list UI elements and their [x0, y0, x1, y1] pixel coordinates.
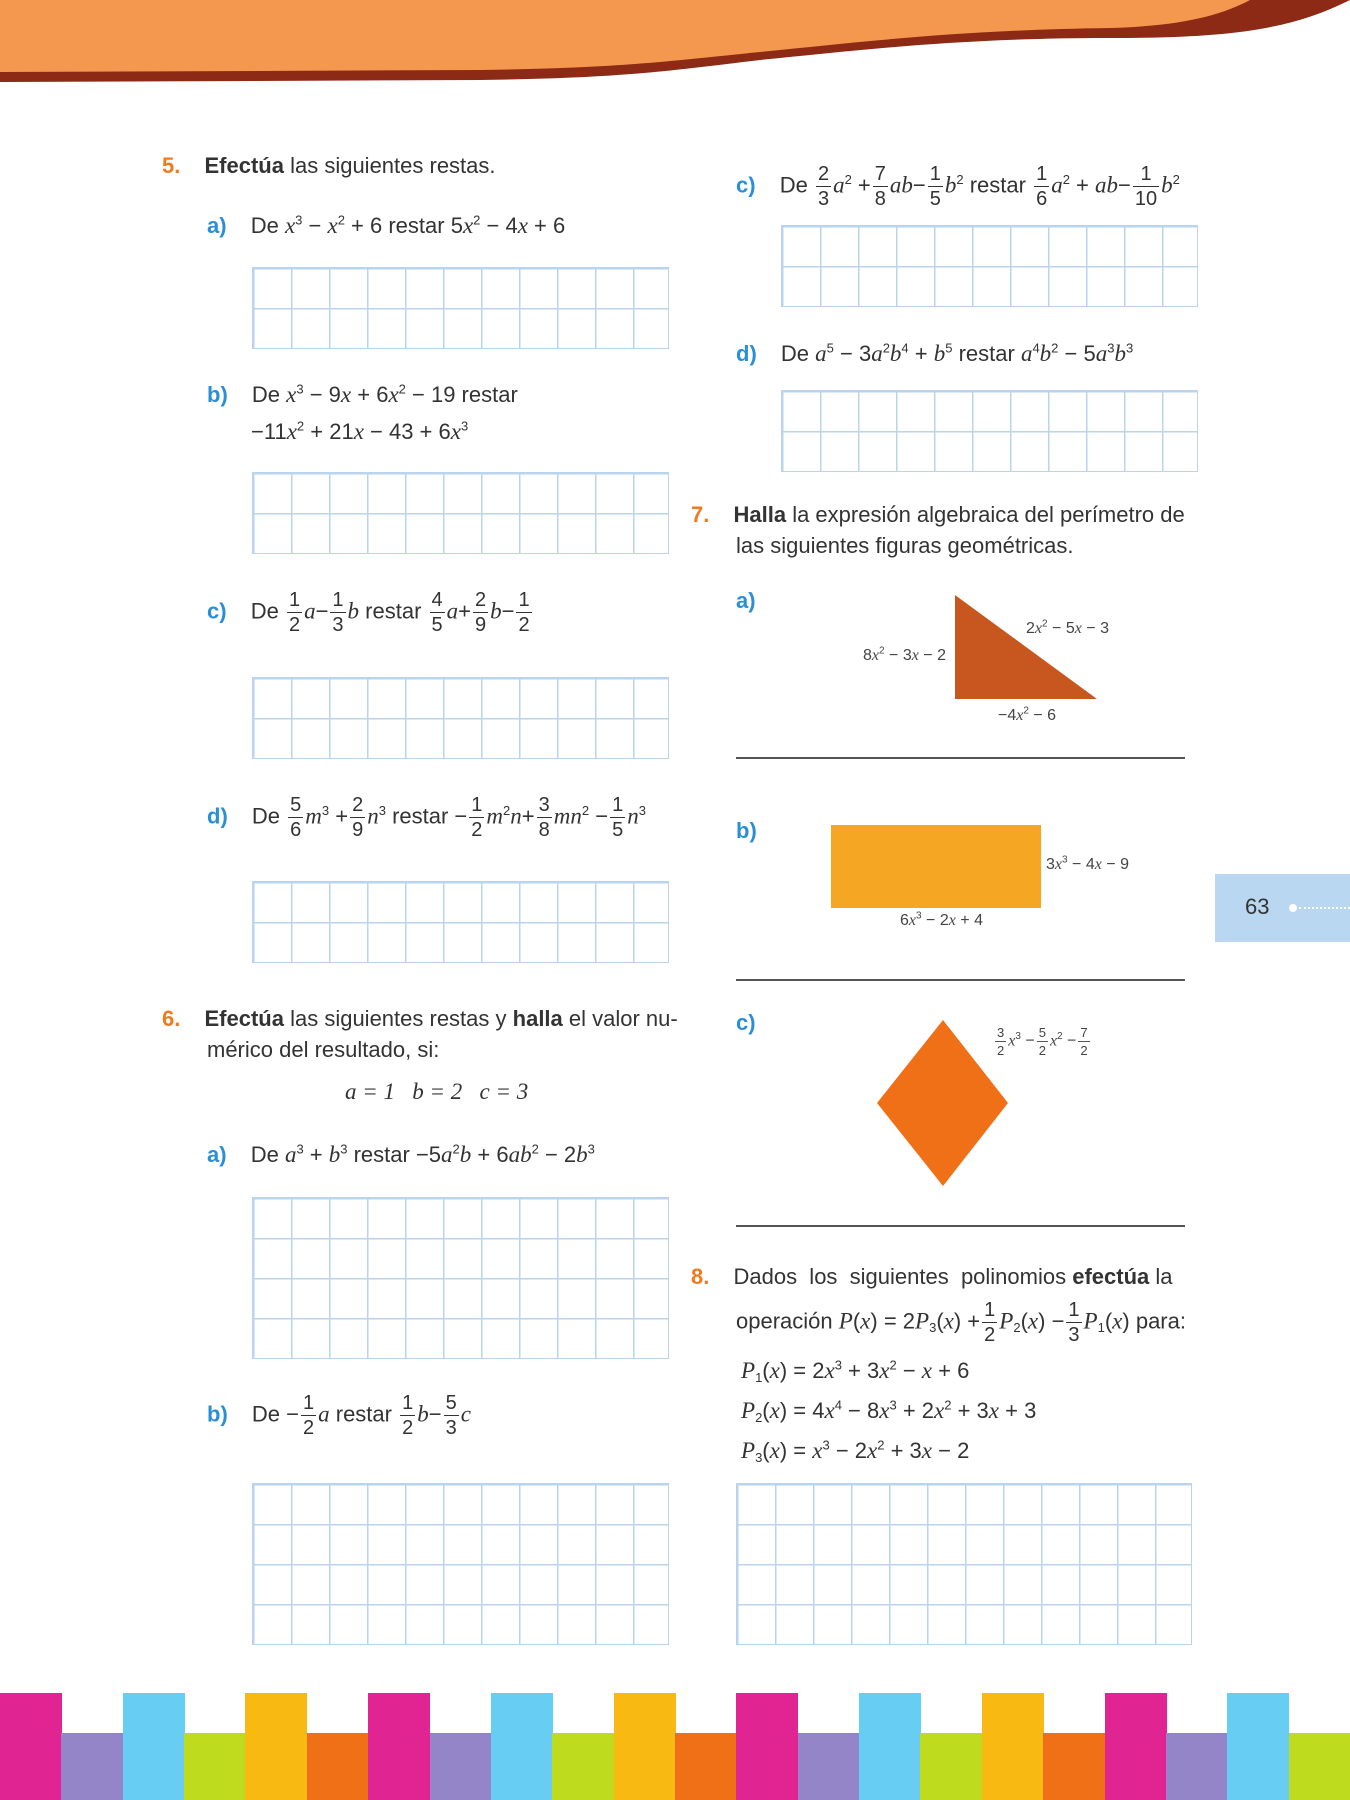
bottom-stripe-decoration: [0, 1693, 1350, 1800]
stripe-block: [982, 1693, 1044, 1800]
instruction-text: Dados los siguientes polinomios: [733, 1264, 1073, 1289]
page-number: 63: [1245, 894, 1270, 919]
de-text: De: [250, 598, 285, 624]
answer-grid[interactable]: [781, 390, 1198, 472]
stripe-block: [1227, 1693, 1289, 1800]
stripe-block: [552, 1733, 614, 1800]
item-letter: c): [736, 1010, 756, 1035]
stripe-block: [614, 1693, 676, 1800]
exercise-7-heading: [691, 501, 1185, 529]
exercise-5d: d) De $\frac{5}{6}$ $m^3$ + $\frac{2}{9}$ $n^3$ restar − $\frac{1}{2}$ $m^2n+$ $\frac{3}{8}$ $mn^2$ − $\frac{1}{5}$ $n^3$: [207, 794, 646, 841]
exercise-8-heading: [691, 1263, 1173, 1291]
restar-text: restar: [347, 1142, 416, 1167]
stripe-block: [123, 1693, 185, 1800]
item-letter: c): [736, 172, 756, 198]
instruction-verb: efectúa: [1072, 1264, 1150, 1289]
answer-grid[interactable]: [252, 881, 669, 963]
item-letter: d): [736, 341, 757, 366]
de-text: De: [251, 803, 287, 829]
instruction-verb: Efectúa: [204, 1006, 284, 1031]
rhombus-figure: [877, 1020, 1009, 1186]
stripe-block: [368, 1693, 430, 1800]
answer-line[interactable]: [736, 979, 1185, 981]
item-letter: a): [736, 588, 756, 613]
instruction-verb: halla: [512, 1006, 563, 1031]
answer-grid[interactable]: [252, 1483, 669, 1645]
exercise-6a: a) De $a^3 + b^3$ restar $-5a^2b + 6ab^2 - 2b^3$: [207, 1141, 595, 1167]
answer-grid[interactable]: [252, 472, 669, 554]
stripe-block: [920, 1733, 982, 1800]
triangle-side-left: $8x^2 - 3x - 2$: [863, 645, 946, 664]
de-text: De: [250, 1142, 285, 1167]
stripe-block: [859, 1693, 921, 1800]
stripe-block: [491, 1693, 553, 1800]
para-text: para:: [1129, 1308, 1186, 1334]
dot-icon: [1289, 904, 1297, 912]
restar-text: restar: [952, 341, 1021, 366]
de-text: De: [251, 382, 287, 407]
stripe-block: [1043, 1733, 1105, 1800]
answer-grid[interactable]: [736, 1483, 1192, 1645]
stripe-block: [1105, 1693, 1167, 1800]
restar-text: restar: [382, 213, 451, 238]
answer-grid[interactable]: [252, 267, 669, 349]
operation-label: operación: [736, 1308, 833, 1334]
exercise-7-line2: las siguientes figuras geométricas.: [736, 533, 1074, 558]
de-text: De: [780, 341, 816, 366]
variable-values: a = 1 b = 2 c = 3: [345, 1079, 529, 1104]
triangle-base: $-4x^2 - 6$: [998, 705, 1057, 724]
item-letter: d): [207, 803, 228, 829]
exercise-number: 7.: [691, 502, 710, 527]
item-letter: b): [736, 818, 757, 843]
exercise-5b-line2: $-11x^2 + 21x - 43 + 6x^3$: [251, 418, 469, 444]
item-letter: a): [207, 213, 227, 238]
exercise-5c-right: c) De $\frac{2}{3}$ $a^2$ + $\frac{7}{8}$ ab− $\frac{1}{5}$ $b^2$ restar $\frac{1}{6}$ $a^2 + ab-$ $\frac{1}{10}$ $b^2$: [736, 163, 1180, 210]
exercise-5c: c) De $\frac{1}{2}$ a− $\frac{1}{3}$ b restar $\frac{4}{5}$ a+ $\frac{2}{9}$ b− $\frac{1}{2}$: [207, 589, 530, 636]
item-letter: b): [207, 382, 228, 407]
restar-text: restar: [329, 1401, 399, 1427]
de-text: De: [779, 172, 814, 198]
instruction-verb: Efectúa: [204, 153, 284, 178]
instruction-text: la expresión algebraica del perímetro de: [786, 502, 1185, 527]
polynomial-p2: $P_2(x) = 4x^4 - 8x^3 + 2x^2 + 3x + 3$: [741, 1397, 1037, 1425]
polynomial-p1: $P_1(x) = 2x^3 + 3x^2 - x + 6$: [741, 1357, 970, 1385]
triangle-hypotenuse: $2x^2 - 5x - 3$: [1026, 618, 1109, 637]
answer-line[interactable]: [736, 1225, 1185, 1227]
instruction-text: las siguientes restas y: [283, 1006, 513, 1031]
restar-text: restar: [359, 598, 428, 624]
item-letter: c): [207, 598, 227, 624]
answer-line[interactable]: [736, 757, 1185, 759]
page-number-tab: [1215, 874, 1350, 942]
dotted-leader: [1299, 907, 1350, 909]
exercise-5-heading: [162, 152, 496, 180]
rhombus-side: $\frac{3}{2}$ $x^3$ − $\frac{5}{2}$ $x^2$ − $\frac{7}{2}$: [997, 1025, 1088, 1058]
rectangle-width: $6x^3 - 2x + 4$: [900, 910, 983, 929]
operation-line: operación $P(x) = 2P_3(x)$ + $\frac{1}{2}$ $P_2(x)$ − $\frac{1}{3}$ $P_1(x)$ para:: [736, 1299, 1186, 1346]
restar-text: restar: [963, 172, 1033, 198]
stripe-block: [736, 1693, 798, 1800]
polynomial-p3: $P_3(x) = x^3 - 2x^2 + 3x - 2$: [741, 1437, 970, 1465]
stripe-block: [307, 1733, 369, 1800]
stripe-block: [184, 1733, 246, 1800]
instruction-text: la: [1149, 1264, 1173, 1289]
exercise-5b: b) De $x^3 - 9x + 6x^2 - 19$ restar: [207, 381, 518, 407]
exercise-number: 5.: [162, 153, 181, 178]
instruction-text: las siguientes restas.: [283, 153, 496, 178]
exercise-5d-right: d) De $a^5 - 3a^2b^4 + b^5$ restar $a^4b^2 - 5a^3b^3$: [736, 340, 1134, 366]
stripe-block: [798, 1733, 860, 1800]
exercise-6-heading: [162, 1005, 678, 1033]
instruction-text: el valor nu-: [562, 1006, 678, 1031]
rectangle-height: $3x^3 - 4x - 9$: [1046, 854, 1129, 873]
stripe-block: [430, 1733, 492, 1800]
restar-text: restar: [455, 382, 518, 407]
de-text: De: [250, 213, 285, 238]
exercise-5a: a) De $x^3 - x^2 + 6$ restar $5x^2 - 4x + 6$: [207, 212, 566, 238]
stripe-block: [245, 1693, 307, 1800]
answer-grid[interactable]: [781, 225, 1198, 307]
rectangle-figure: [831, 825, 1041, 908]
right-triangle-figure: [955, 595, 1100, 701]
header-wave: [0, 0, 1350, 100]
de-text: De: [251, 1401, 287, 1427]
answer-grid[interactable]: [252, 677, 669, 759]
stripe-block: [0, 1693, 62, 1800]
item-letter: a): [207, 1142, 227, 1167]
stripe-block: [1289, 1733, 1350, 1800]
exercise-6b: b) De − $\frac{1}{2}$ a restar $\frac{1}{2}$ b− $\frac{5}{3}$ c: [207, 1392, 471, 1439]
exercise-number: 8.: [691, 1264, 710, 1289]
stripe-block: [61, 1733, 123, 1800]
item-letter: b): [207, 1401, 228, 1427]
exercise-number: 6.: [162, 1006, 181, 1031]
stripe-block: [1166, 1733, 1228, 1800]
instruction-verb: Halla: [733, 502, 787, 527]
stripe-block: [675, 1733, 737, 1800]
restar-text: restar: [385, 803, 455, 829]
exercise-6-line2: mérico del resultado, si:: [207, 1037, 440, 1062]
answer-grid[interactable]: [252, 1197, 669, 1359]
